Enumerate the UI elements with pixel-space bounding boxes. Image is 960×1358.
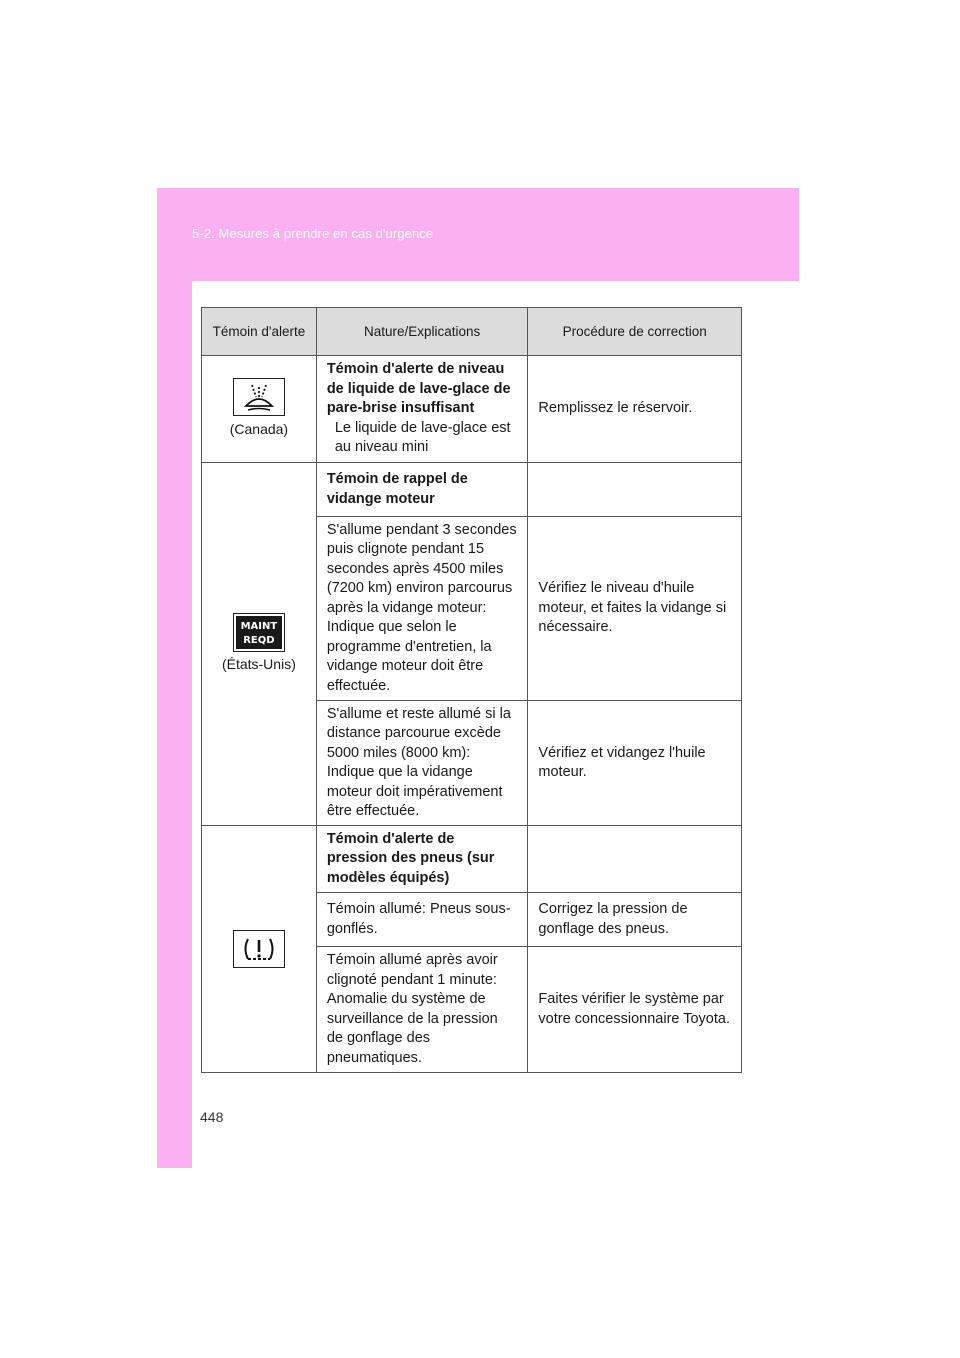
column-header-light: Témoin d'alerte <box>202 308 317 356</box>
maint-reqd-icon: MAINT REQD <box>234 614 284 651</box>
page-number: 448 <box>200 1109 224 1125</box>
table-row-maint-title <box>202 463 742 517</box>
maint-procedure-2: Vérifiez et vidangez l'huile moteur. <box>528 701 742 826</box>
warning-lights-table <box>201 307 742 1073</box>
empty-cell <box>528 826 742 893</box>
maint-title: Témoin de rappel de vidange moteur <box>326 471 468 507</box>
tire-title: Témoin d'alerte de pression des pneus (sur modèles équipés) <box>326 830 495 886</box>
tire-procedure-1: Corrigez la pression de gonflage des pneus. <box>528 893 742 947</box>
section-title: 5-2. Mesures à prendre en cas d'urgence <box>192 226 434 241</box>
tire-procedure-2: Faites vérifier le système par votre concessionnaire Toyota. <box>528 947 742 1073</box>
region-label: (États-Unis) <box>221 655 296 672</box>
table-row-tire-title <box>202 826 742 893</box>
washer-nature-cell <box>316 356 528 463</box>
table-row-washer <box>202 356 742 463</box>
column-header-nature: Nature/Explications <box>316 308 528 356</box>
tire-light-cell <box>202 826 317 1073</box>
maint-title-cell <box>316 463 528 517</box>
tire-pressure-icon <box>233 930 285 968</box>
tire-nature-1: Témoin allumé: Pneus sous-gonflés. <box>316 893 528 947</box>
tire-nature-2: Témoin allumé après avoir clignoté pendant 1 minute: Anomalie du système de surveillance de la pression de gonflage des pneumatiques. <box>316 947 528 1073</box>
washer-light-cell <box>202 356 317 463</box>
maint-nature-2: S'allume et reste allumé si la distance parcourue excède 5000 miles (8000 km): Indique que la vidange moteur doit impérativement être effectuée. <box>316 701 528 826</box>
table-header-row <box>202 308 742 356</box>
maint-light-cell <box>202 463 317 826</box>
washer-fluid-icon <box>233 378 285 416</box>
maint-nature-1: S'allume pendant 3 secondes puis clignote pendant 15 secondes après 4500 miles (7200 km) environ parcourus après la vidange moteur: Indique que selon le programme d'entretien, la vidange moteur doit être effectuée. <box>316 517 528 701</box>
washer-procedure: Remplissez le réservoir. <box>528 356 742 463</box>
column-header-procedure: Procédure de correction <box>528 308 742 356</box>
empty-cell <box>528 463 742 517</box>
washer-detail: Le liquide de lave-glace est au niveau mini <box>334 419 511 456</box>
side-tab <box>157 281 192 1168</box>
region-label: (Canada) <box>229 421 289 438</box>
maint-procedure-1: Vérifiez le niveau d'huile moteur, et faites la vidange si nécessaire. <box>528 517 742 701</box>
washer-title: Témoin d'alerte de niveau de liquide de lave-glace de pare-brise insuffisant <box>326 361 511 417</box>
tire-title-cell <box>316 826 528 893</box>
